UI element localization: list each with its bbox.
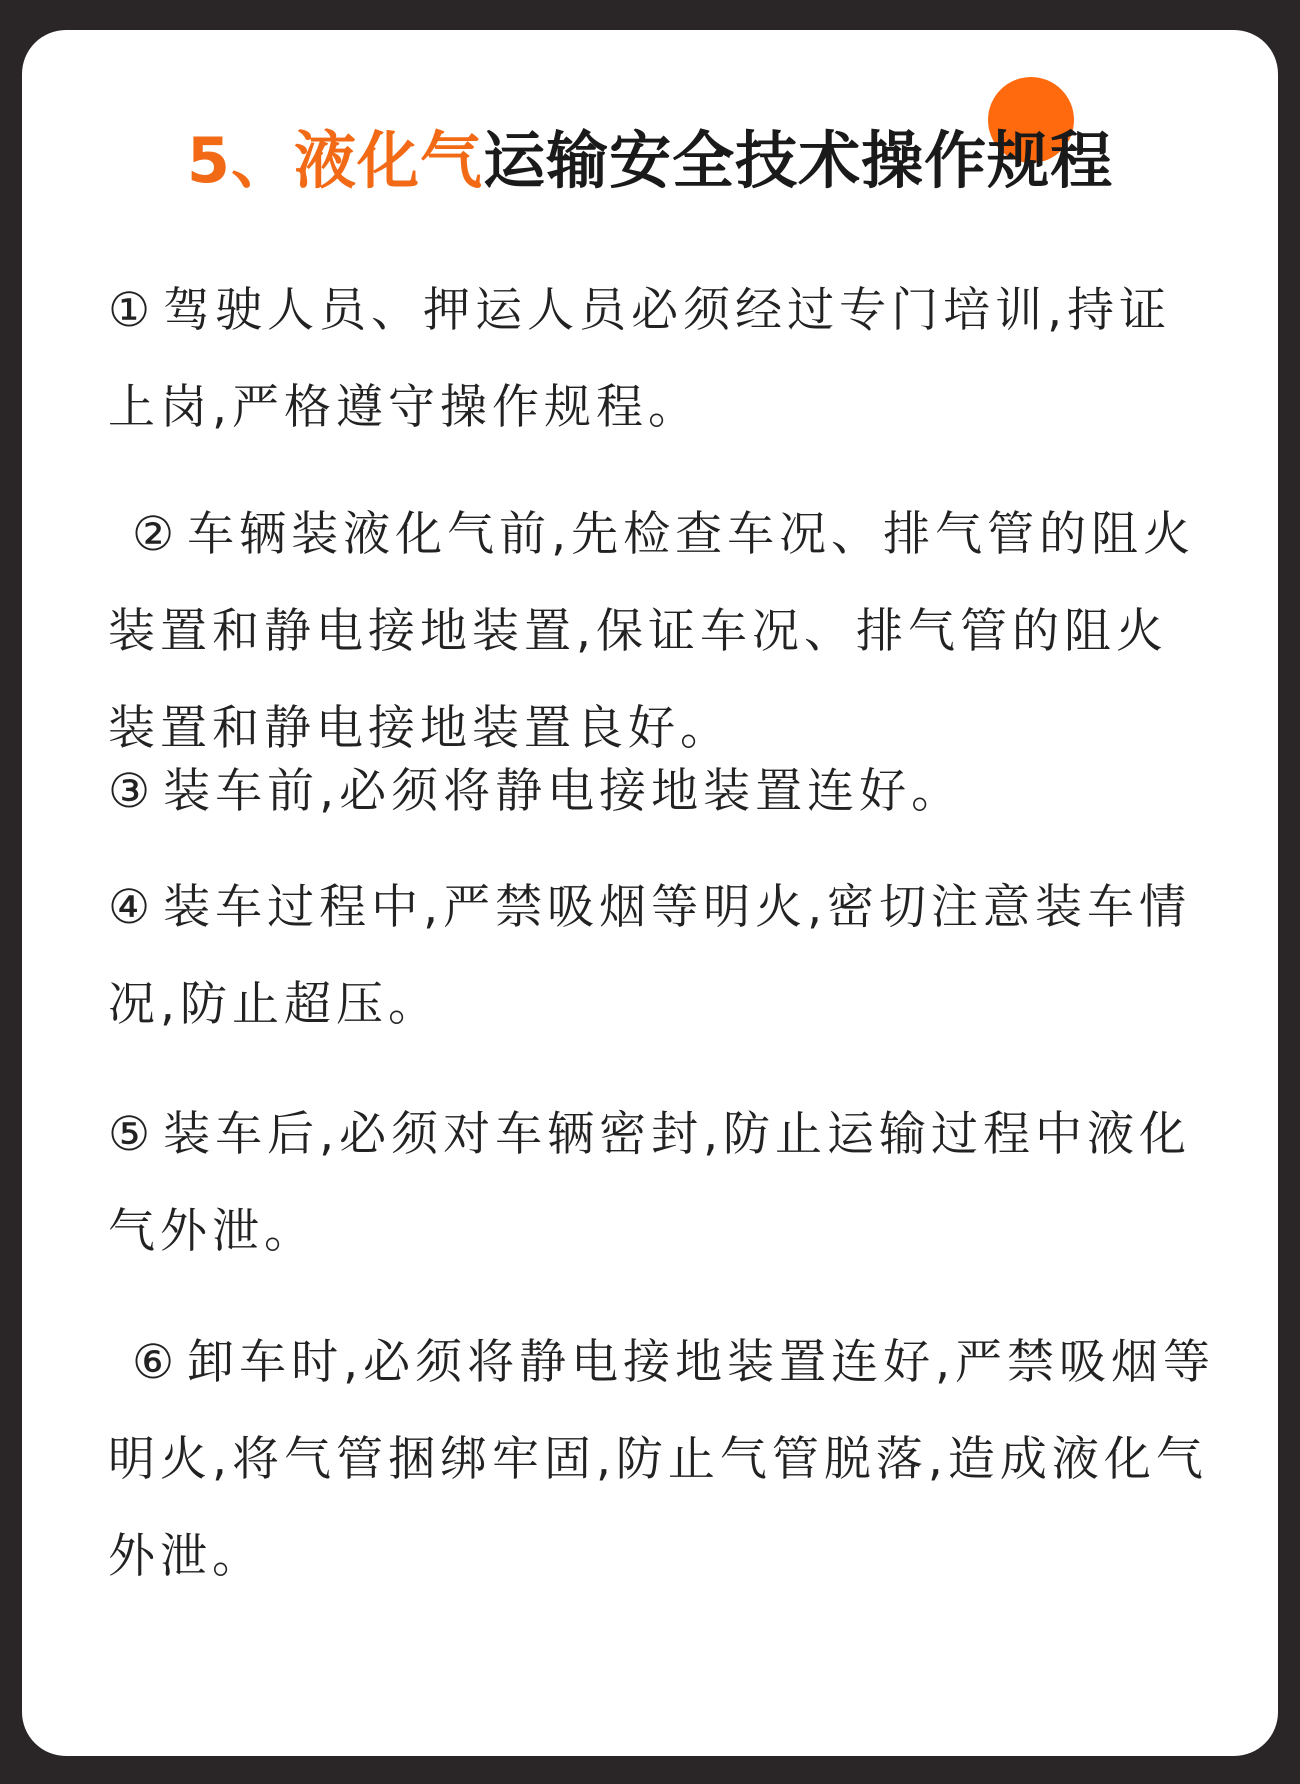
rule-item-1 bbox=[108, 262, 1218, 456]
rule-number: ④ bbox=[108, 880, 156, 935]
rule-text: 车辆装液化气前,先检查车况、排气管的阻火装置和静电接地装置,保证车况、排气管的阻火装置和静电接地装置良好。 bbox=[108, 507, 1196, 756]
rule-item-2 bbox=[108, 486, 1218, 777]
rule-number: ⑤ bbox=[108, 1107, 156, 1162]
rule-number: ② bbox=[132, 507, 180, 562]
document-card bbox=[22, 30, 1278, 1756]
rule-text: 卸车时,必须将静电接地装置连好,严禁吸烟等明火,将气管捆绑牢固,防止气管脱落,造成液化气外泄。 bbox=[108, 1335, 1216, 1584]
rule-item-3 bbox=[108, 743, 1218, 840]
rule-number: ③ bbox=[108, 764, 156, 819]
rule-item-4 bbox=[108, 859, 1218, 1053]
rule-number: ① bbox=[108, 283, 156, 338]
rule-text: 装车过程中,严禁吸烟等明火,密切注意装车情况,防止超压。 bbox=[108, 880, 1192, 1032]
rule-text: 驾驶人员、押运人员必须经过专门培训,持证上岗,严格遵守操作规程。 bbox=[108, 283, 1172, 435]
title-highlight: 5、液化气 bbox=[186, 124, 484, 197]
rule-text: 装车后,必须对车辆密封,防止运输过程中液化气外泄。 bbox=[108, 1107, 1192, 1259]
rule-item-5 bbox=[108, 1086, 1218, 1280]
rule-text: 装车前,必须将静电接地装置连好。 bbox=[163, 764, 964, 819]
rule-number: ⑥ bbox=[132, 1335, 180, 1390]
rule-item-6 bbox=[108, 1314, 1218, 1605]
page-title bbox=[22, 116, 1278, 206]
title-rest: 运输安全技术操作规程 bbox=[483, 124, 1114, 197]
